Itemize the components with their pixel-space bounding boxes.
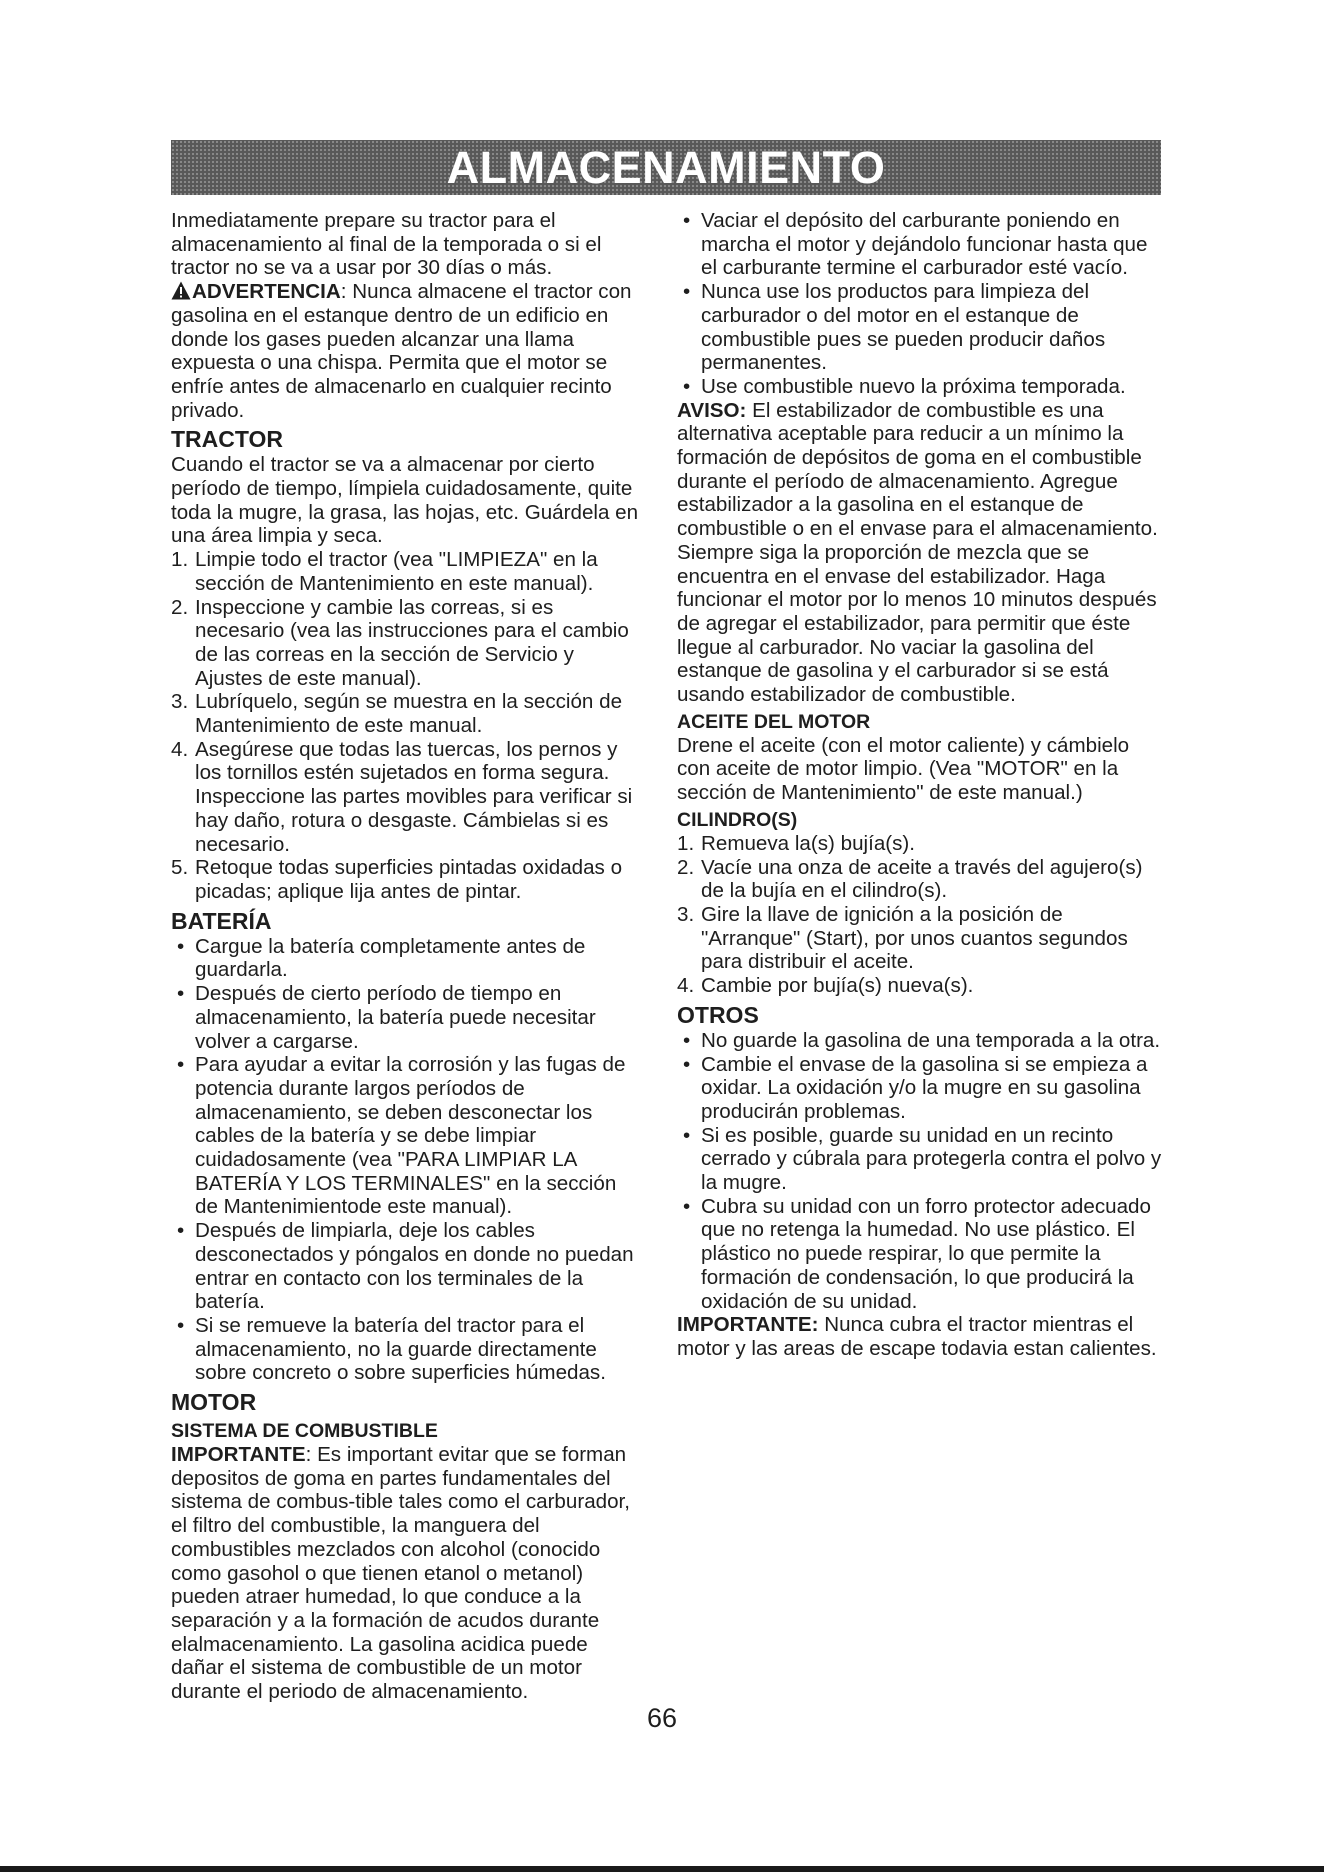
right-column	[677, 209, 1162, 1361]
bullet-text: Vaciar el depósito del carburante poniendo en marcha el motor y dejándolo funcionar hasta que el carburante termine el carburador esté vacío.	[701, 209, 1148, 280]
step-text: Vacíe una onza de aceite a través del agujero(s) de la bujía en el cilindro(s).	[701, 855, 1143, 903]
step-number: 3.	[677, 902, 695, 926]
bullet-text: Cubra su unidad con un forro protector adecuado que no retenga la humedad. No use plástico. El plástico no puede respirar, lo que permite la formación de condensación, lo que producirá la oxidación de su unidad.	[701, 1194, 1151, 1313]
list-item	[171, 548, 644, 595]
step-text: Lubríquelo, según se muestra en la sección de Mantenimiento de este manual.	[195, 690, 623, 738]
section-title: ALMACENAMIENTO	[446, 141, 886, 193]
aviso-text: El estabilizador de combustible es una alternativa aceptable para reducir a un mínimo la formación de depósitos de goma en el combustible durante el período de almacenamiento. Agregue estabilizador a la gasolina en el estanque de combustible o en el envase para el almacenamiento. Siempre siga la proporción de mezcla que se encuentra en el envase del estabilizador. Haga funcionar el motor por lo menos 10 minutos después de agregar el estabilizador, para permitir que éste llegue al carburador. No vaciar la gasolina del estanque de gasolina y el carburador si se está usando estabilizador de combustible.	[677, 398, 1158, 707]
step-number: 2.	[171, 595, 189, 619]
bullet-text: Nunca use los productos para limpieza del carburador o del motor en el estanque de combustible pues se pueden producir daños permanentes.	[701, 280, 1106, 375]
aviso-paragraph	[677, 399, 1162, 707]
tractor-text: Cuando el tractor se va a almacenar por cierto período de tiempo, límpiela cuidadosamente, quite toda la mugre, la grasa, las hojas, etc. Guárdela en una área limpia y seca.	[171, 453, 639, 548]
otros-importante-paragraph	[677, 1313, 1162, 1360]
list-item	[677, 1029, 1162, 1053]
bullet-text: Use combustible nuevo la próxima temporada.	[701, 374, 1126, 398]
bullet-text: Cargue la batería completamente antes de guardarla.	[195, 934, 586, 982]
list-item	[677, 1124, 1162, 1195]
intro-paragraph: Inmediatamente prepare su tractor para el almacenamiento al final de la temporada o si el tractor no se va a usar por 30 días o más.	[171, 209, 602, 280]
step-number: 1.	[171, 548, 189, 572]
bullet: •	[683, 280, 691, 304]
bullet: •	[683, 1194, 691, 1218]
list-item	[171, 738, 644, 857]
bullet: •	[683, 1052, 691, 1076]
list-item	[171, 935, 644, 982]
fuel-list	[677, 209, 1162, 399]
motor-heading: MOTOR	[171, 1389, 257, 1416]
tractor-heading: TRACTOR	[171, 426, 284, 453]
bullet-text: Después de cierto período de tiempo en almacenamiento, la batería puede necesitar volver a cargarse.	[195, 982, 596, 1053]
cilindros-heading: CILINDRO(S)	[677, 808, 798, 831]
aviso-label: AVISO:	[677, 398, 747, 422]
bullet: •	[683, 1028, 691, 1052]
aceite-heading: ACEITE DEL MOTOR	[677, 710, 871, 733]
list-item	[677, 209, 1162, 280]
aceite-text: Drene el aceite (con el motor caliente) y cámbielo con aceite de motor limpio. (Vea "MOTOR" en la sección de Mantenimiento" de este manual.)	[677, 733, 1130, 805]
step-text: Retoque todas superficies pintadas oxidadas o picadas; aplique lija antes de pintar.	[195, 856, 623, 903]
step-number: 5.	[171, 856, 189, 880]
bullet-text: Cambie el envase de la gasolina si se empieza a oxidar. La oxidación y/o la mugre en su gasolina producirán problemas.	[701, 1052, 1148, 1123]
scan-border	[0, 1866, 1324, 1872]
importante-text: : Es important evitar que se forman depositos de goma en partes fundamentales del sistema de combus-tible tales como el carburador, el filtro del combustible, la manguera del combustibles mezclados con alcohol (conocido como gasohol o que tienen etanol o metanol) pueden atraer humedad, lo que conduce a la separación y a la formación de acudos durante elalmacenamiento. La gasolina acidica puede dañar el sistema de combustible de un motor durante el periodo de almacenamiento.	[171, 1443, 630, 1704]
bullet: •	[683, 374, 691, 398]
list-item	[677, 832, 1162, 856]
step-text: Remueva la(s) bujía(s).	[701, 831, 916, 855]
bateria-heading: BATERÍA	[171, 907, 272, 934]
bateria-list	[171, 935, 644, 1385]
list-item	[171, 1219, 644, 1314]
step-number: 4.	[677, 974, 695, 998]
fuel-importante-paragraph	[171, 1443, 644, 1704]
warning-paragraph	[171, 280, 644, 422]
bullet-text: Si se remueve la batería del tractor para el almacenamiento, no la guarde directamente sobre concreto o sobre superficies húmedas.	[195, 1313, 606, 1385]
step-text: Limpie todo el tractor (vea "LIMPIEZA" en la sección de Mantenimiento en este manual).	[195, 548, 598, 595]
bullet-text: Si es posible, guarde su unidad en un recinto cerrado y cúbrala para protegerla contra el polvo y la mugre.	[701, 1123, 1162, 1195]
page-number: 66	[646, 1703, 678, 1733]
bullet-text: Después de limpiarla, deje los cables desconectados y póngalos en donde no puedan entrar en contacto con los terminales de la batería.	[195, 1219, 634, 1314]
list-item	[677, 903, 1162, 974]
importante-text: Nunca cubra el tractor mientras el motor y las areas de escape todavia estan calientes.	[677, 1313, 1157, 1360]
list-item	[677, 1053, 1162, 1124]
step-text: Cambie por bujía(s) nueva(s).	[701, 974, 974, 998]
cilindros-steps	[677, 832, 1162, 998]
bullet: •	[177, 982, 185, 1006]
list-item	[171, 690, 644, 737]
step-text: Inspeccione y cambie las correas, si es necesario (vea las instrucciones para el cambio de las correas en la sección de Servicio y Ajustes de este manual).	[195, 595, 629, 690]
tractor-steps	[171, 548, 644, 904]
step-number: 2.	[677, 855, 695, 879]
step-text: Gire la llave de ignición a la posición de "Arranque" (Start), por unos cuantos segundos para distribuir el aceite.	[701, 902, 1128, 974]
step-number: 4.	[171, 737, 189, 761]
step-text: Asegúrese que todas las tuercas, los pernos y los tornillos estén sujetados en forma segura. Inspeccione las partes movibles para verificar si hay daño, rotura o desgaste. Cámbielas si es necesario.	[195, 737, 633, 856]
warning-label: ADVERTENCIA	[192, 280, 341, 304]
list-item	[171, 1314, 644, 1385]
bullet-text: No guarde la gasolina de una temporada a la otra.	[701, 1028, 1161, 1052]
list-item	[677, 856, 1162, 903]
list-item	[677, 375, 1162, 399]
bullet: •	[683, 209, 691, 232]
list-item	[677, 280, 1162, 375]
warning-text: : Nunca almacene el tractor con gasolina en el estanque dentro de un edificio en donde los gases pueden alcanzar una llama expuesta o una chispa. Permita que el motor se enfríe antes de almacenarlo en cualquier recinto privado.	[171, 280, 632, 422]
importante-label: IMPORTANTE	[171, 1443, 306, 1467]
list-item	[677, 1195, 1162, 1314]
otros-heading: OTROS	[677, 1001, 759, 1028]
list-item	[171, 982, 644, 1053]
bullet: •	[177, 1313, 185, 1337]
bullet-text: Para ayudar a evitar la corrosión y las fugas de potencia durante largos períodos de almacenamiento, se deben desconectar los cables de la batería y se debe limpiar cuidadosamente (vea "PARA LIMPIAR LA BATERÍA Y LOS TERMINALES" en la sección de Mantenimientode este manual).	[195, 1053, 626, 1219]
otros-list	[677, 1029, 1162, 1313]
list-item	[171, 1053, 644, 1219]
bullet: •	[177, 934, 185, 958]
list-item	[171, 856, 644, 903]
fuel-system-heading: SISTEMA DE COMBUSTIBLE	[171, 1420, 438, 1443]
warning-triangle-icon	[171, 281, 191, 300]
importante-label: IMPORTANTE:	[677, 1313, 819, 1337]
step-number: 1.	[677, 831, 695, 855]
step-number: 3.	[171, 690, 189, 714]
bullet: •	[177, 1219, 185, 1243]
list-item	[677, 974, 1162, 998]
left-column	[171, 209, 644, 1704]
section-banner	[171, 140, 1161, 195]
bullet: •	[177, 1053, 185, 1077]
bullet: •	[683, 1123, 691, 1147]
list-item	[171, 596, 644, 691]
